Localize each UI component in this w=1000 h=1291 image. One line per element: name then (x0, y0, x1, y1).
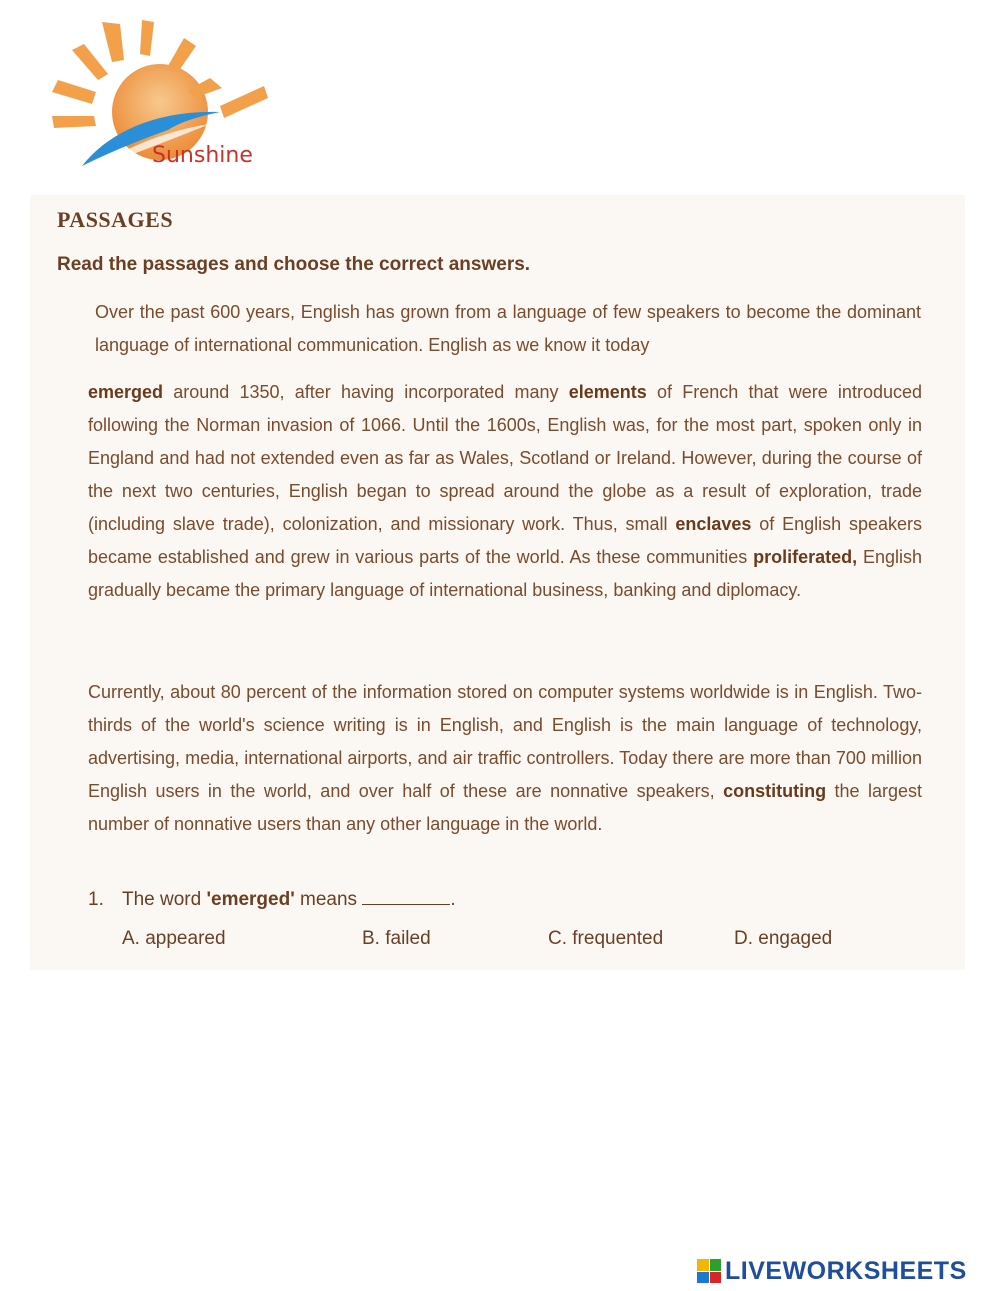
passage-intro: Over the past 600 years, English has grown from a language of few speakers to become the dominant language of international communication. English as we know it today (95, 302, 921, 355)
question-keyword: 'emerged' (206, 889, 295, 910)
question-number: 1. (88, 889, 104, 910)
brand-text: LIVEWORKSHEETS (725, 1256, 967, 1285)
keyword-proliferated: proliferated, (753, 547, 858, 567)
keyword-constituting: constituting (723, 781, 827, 801)
liveworksheets-branding (697, 1256, 967, 1286)
passage-current: Currently, about 80 percent of the information stored on computer systems worldwide is in English. Two-thirds of the world's science writing is in English, and English is the main language of technology, advertising, media, international airports, and air traffic controllers. Today there are more than 700 million English users in the world, and over half of these are nonnative speakers, constituting the largest number of nonnative users than any other language in the world. (88, 682, 922, 834)
keyword-elements: elements (568, 382, 647, 402)
option-c[interactable]: C. frequented (548, 928, 664, 949)
option-a[interactable]: A. appeared (122, 928, 226, 949)
option-d[interactable]: D. engaged (734, 928, 833, 949)
passage-history: emerged around 1350, after having incorporated many elements of French that were introduced following the Norman invasion of 1066. Until the 1600s, English was, for the most part, spoken only in England and had not extended even as far as Wales, Scotland or Ireland. However, during the course of the next two centuries, English began to spread around the globe as a result of exploration, trade (including slave trade), colonization, and missionary work. Thus, small enclaves of English speakers became established and grew in various parts of the world. As these communities proliferated, English gradually became the primary language of international business, banking and diplomacy. (88, 382, 922, 600)
answer-blank[interactable] (362, 890, 450, 905)
question-1: 1. The word 'emerged' means . (88, 889, 456, 910)
logo-text: Sunshine (152, 143, 253, 168)
instruction: Read the passages and choose the correct answers. (57, 254, 531, 275)
section-heading: PASSAGES (57, 207, 174, 232)
keyword-emerged: emerged (88, 382, 164, 402)
liveworksheets-icon (697, 1259, 721, 1283)
keyword-enclaves: enclaves (675, 514, 752, 534)
option-b[interactable]: B. failed (362, 928, 431, 949)
